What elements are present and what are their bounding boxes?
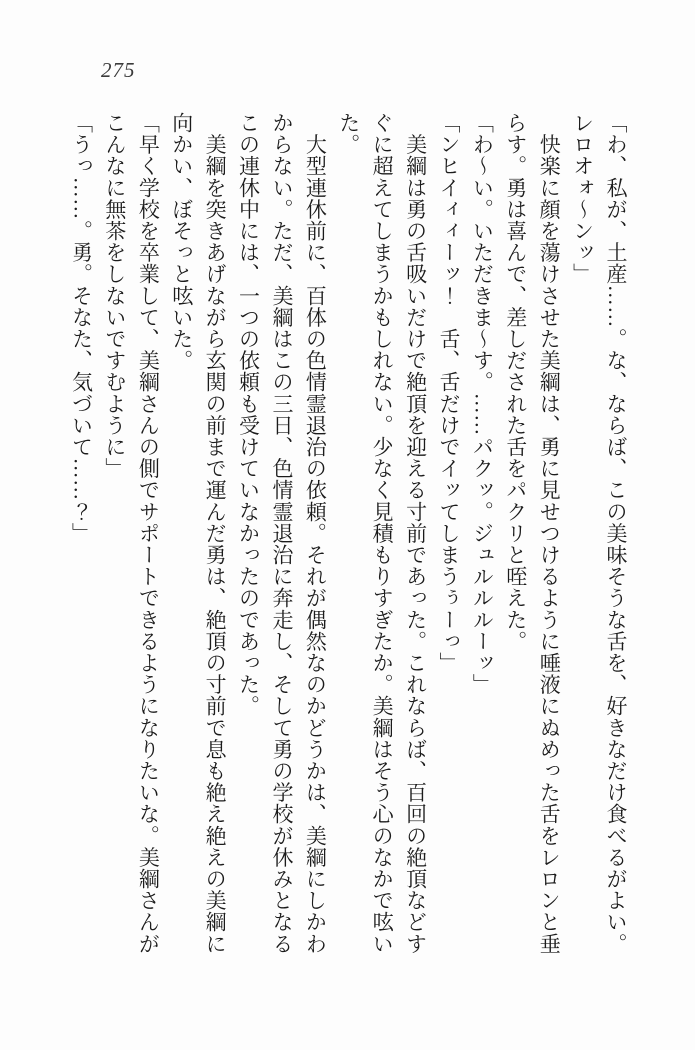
paragraph: 快楽に顔を蕩けさせた美綱は、勇に見せつけるように唾液にぬめった舌をレロンと垂らす。勇は喜んで、差しだされた舌をパクリと咥えた。 — [503, 112, 562, 955]
paragraph: 美綱は勇の舌吸いだけで絶頂を迎える寸前であった。これならば、百回の絶頂などすぐに超えてしまうかもしれない。少なく見積もりすぎたか。美綱はそう心のなかで呟いた。 — [336, 112, 428, 955]
page-number: 275 — [101, 58, 136, 82]
paragraph: 「ンヒイィィーッ！ 舌、舌だけでイッてしまうぅーっ」 — [436, 112, 461, 674]
paragraph: 美綱を突きあげながら玄関の前まで運んだ勇は、絶頂の寸前で息も絶え絶えの美綱に向かい、ぼそっと呟いた。 — [169, 112, 228, 955]
paragraph: 「わ～い。いただきま～す。……パクッ。ジュルルルーッ」 — [470, 112, 495, 696]
paragraph: 「うっ……。勇。そなた、気づいて……？」 — [69, 112, 94, 544]
body-text — [64, 112, 632, 957]
paragraph: 「早く学校を卒業して、美綱さんの側でサポートできるようになりたいな。美綱さんがこんなに無茶をしないですむように」 — [102, 112, 161, 955]
paragraph: 大型連休前に、百体の色情霊退治の依頼。それが偶然なのかどうかは、美綱にしかわからない。ただ、美綱はこの三日、色情霊退治に奔走し、そして勇の学校が休みとなるこの連休中には、一つの依頼も受けていなかったのであった。 — [236, 112, 328, 955]
paragraph: 「わ、私が、土産……。な、ならば、この美味そうな舌を、好きなだけ食べるがよい。レロオォ～ンッ」 — [570, 112, 628, 955]
